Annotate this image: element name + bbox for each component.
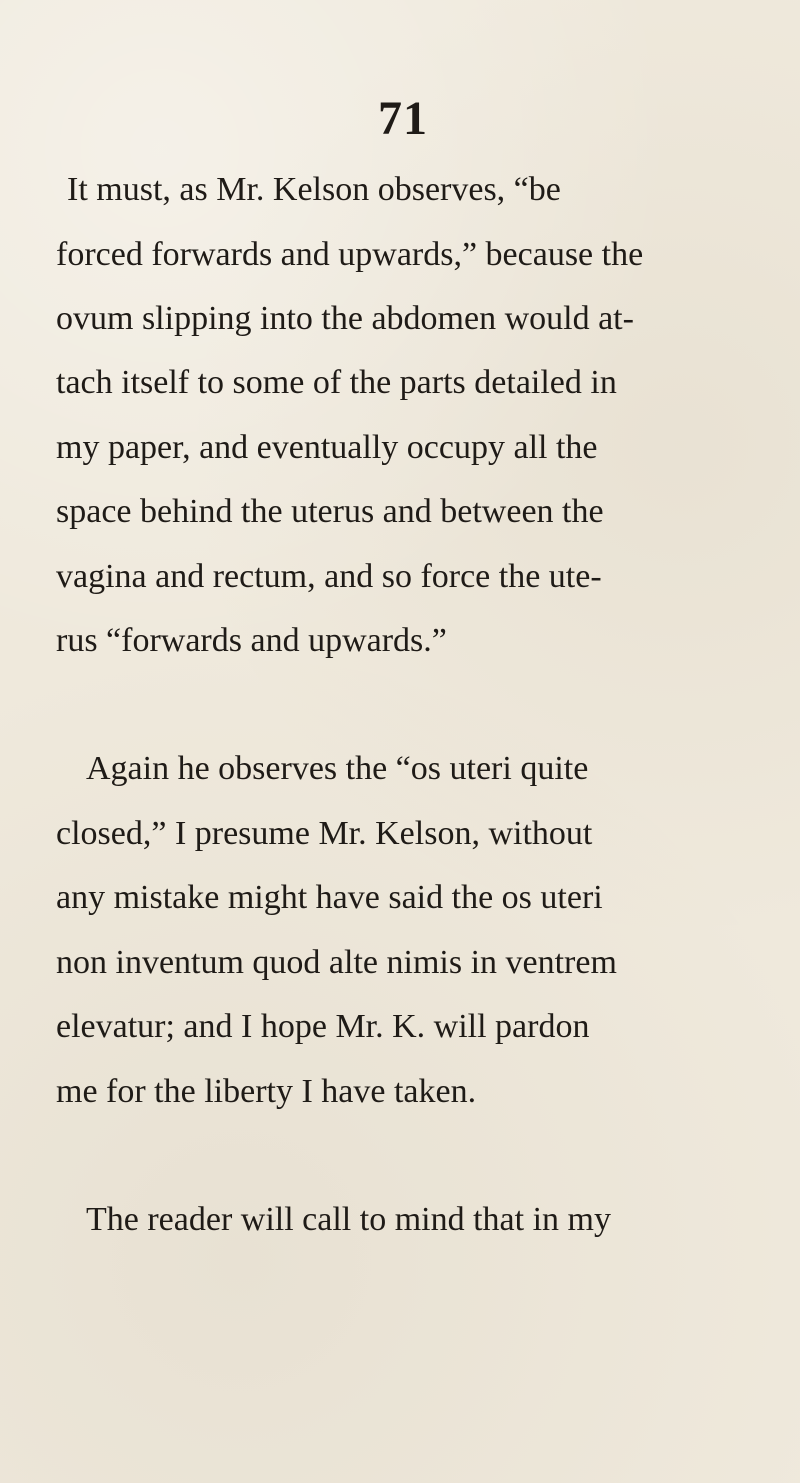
text-line: Again he observes the “os uteri quite: [86, 750, 589, 787]
text-line: my paper, and eventually occupy all the: [56, 429, 598, 466]
text-line: non inventum quod alte nimis in ventrem: [56, 944, 617, 981]
text-line: tach itself to some of the parts detailed in: [56, 364, 617, 401]
text-line: any mistake might have said the os uteri: [56, 879, 603, 916]
text-line: forced forwards and upwards,” because the: [56, 236, 644, 273]
text-line: elevatur; and I hope Mr. K. will pardon: [56, 1008, 590, 1045]
text-line: rus “forwards and upwards.”: [56, 622, 447, 659]
text-line: space behind the uterus and between the: [56, 493, 604, 530]
page-number: 71: [378, 92, 428, 145]
text-line: ovum slipping into the abdomen would at-: [56, 300, 634, 337]
text-line: It must, as Mr. Kelson observes, “be: [67, 171, 561, 208]
text-line: The reader will call to mind that in my: [86, 1201, 611, 1238]
text-line: vagina and rectum, and so force the ute-: [56, 558, 602, 595]
text-line: closed,” I presume Mr. Kelson, without: [56, 815, 593, 852]
text-line: me for the liberty I have taken.: [56, 1073, 477, 1110]
